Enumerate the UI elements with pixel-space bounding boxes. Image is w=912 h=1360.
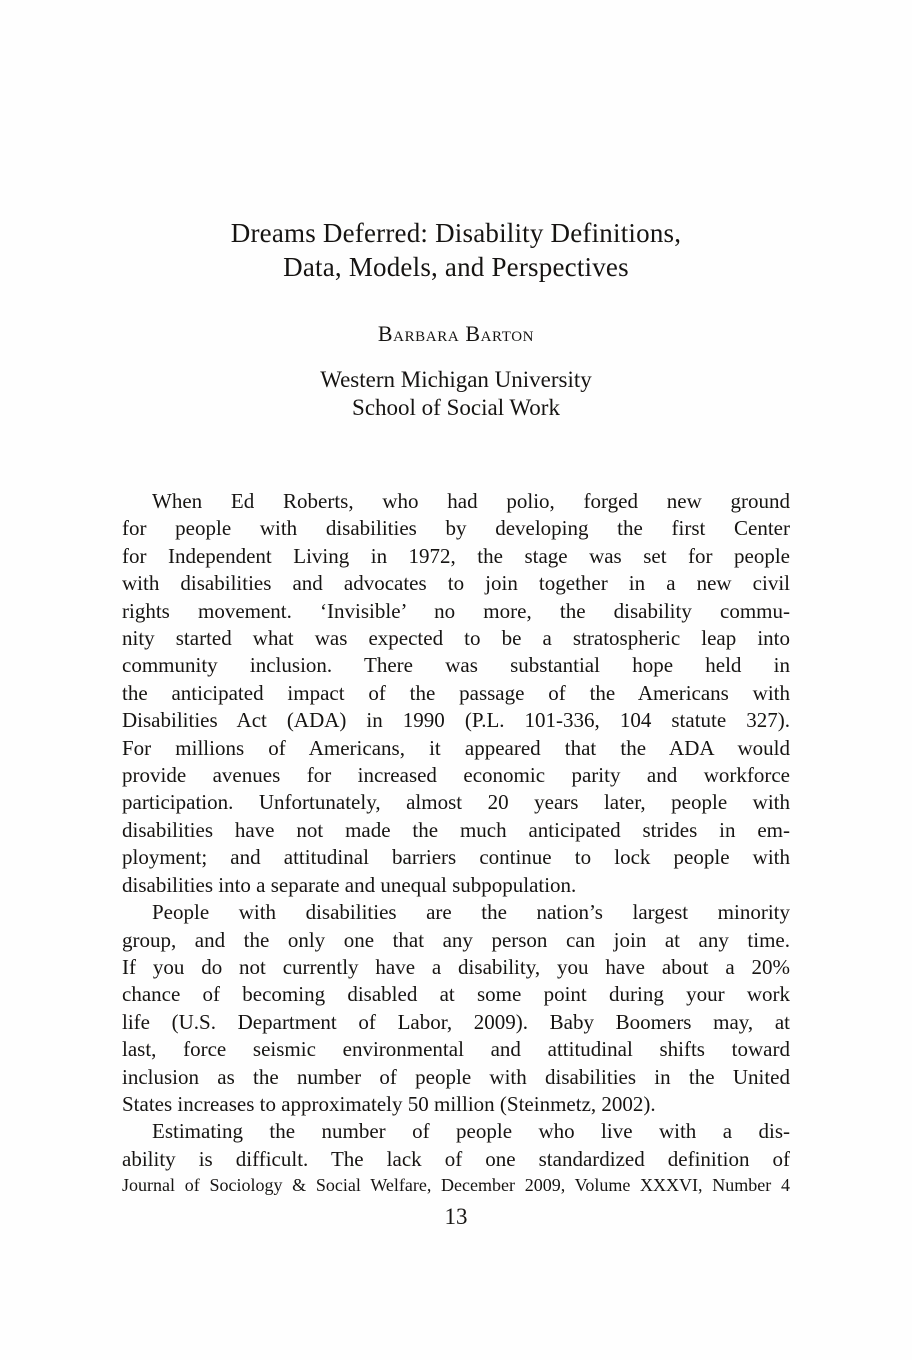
text-line: If you do not currently have a disability, you have about a 20%	[122, 954, 790, 979]
affiliation-line-1: Western Michigan University	[320, 367, 592, 392]
text-line: with disabilities and advocates to join together in a new civil	[122, 571, 790, 596]
text-line: For millions of Americans, it appeared that the ADA would	[122, 735, 790, 760]
paragraph	[122, 1118, 790, 1173]
journal-citation-line: Journal of Sociology & Social Welfare, December 2009, Volume XXXVI, Number 4	[122, 1175, 790, 1196]
text-line: ployment; and attitudinal barriers continue to lock people with	[122, 845, 790, 870]
text-line: community inclusion. There was substantial hope held in	[122, 653, 790, 678]
text-line: Disabilities Act (ADA) in 1990 (P.L. 101-336, 104 statute 327).	[122, 708, 790, 733]
text-line: rights movement. ‘Invisible’ no more, the disability commu-	[122, 598, 790, 623]
text-line: chance of becoming disabled at some point during your work	[122, 982, 790, 1007]
text-line: disabilities into a separate and unequal subpopulation.	[122, 872, 577, 897]
text-line: for Independent Living in 1972, the stage was set for people	[122, 543, 790, 568]
text-line: participation. Unfortunately, almost 20 years later, people with	[122, 790, 790, 815]
author-affiliation	[122, 366, 790, 422]
article-title-line-1: Dreams Deferred: Disability Definitions,	[230, 218, 682, 248]
body-text	[122, 488, 790, 1173]
text-line: inclusion as the number of people with disabilities in the United	[122, 1064, 790, 1089]
paragraph	[122, 899, 790, 1118]
text-line: States increases to approximately 50 million (Steinmetz, 2002).	[122, 1091, 656, 1116]
author-name: Barbara Barton	[377, 321, 535, 346]
text-line: for people with disabilities by developing the first Center	[122, 516, 790, 541]
paragraph	[122, 488, 790, 899]
text-line: People with disabilities are the nation’s largest minority	[152, 900, 790, 925]
text-line: ability is difficult. The lack of one standardized definition of	[122, 1146, 790, 1171]
text-line: When Ed Roberts, who had polio, forged new ground	[152, 489, 790, 513]
text-line: life (U.S. Department of Labor, 2009). Baby Boomers may, at	[122, 1009, 790, 1034]
page-content	[122, 0, 790, 1231]
text-line: group, and the only one that any person can join at any time.	[122, 927, 790, 952]
article-title-line-2: Data, Models, and Perspectives	[283, 252, 629, 282]
text-line: provide avenues for increased economic parity and workforce	[122, 763, 790, 788]
text-line: last, force seismic environmental and attitudinal shifts toward	[122, 1037, 790, 1062]
page-number: 13	[444, 1204, 468, 1230]
text-line: the anticipated impact of the passage of the Americans with	[122, 680, 790, 705]
text-line: nity started what was expected to be a stratospheric leap into	[122, 626, 790, 651]
text-line: disabilities have not made the much anticipated strides in em-	[122, 817, 790, 842]
article-title	[122, 216, 790, 284]
text-line: Estimating the number of people who live with a dis-	[152, 1119, 790, 1144]
affiliation-line-2: School of Social Work	[352, 395, 560, 420]
